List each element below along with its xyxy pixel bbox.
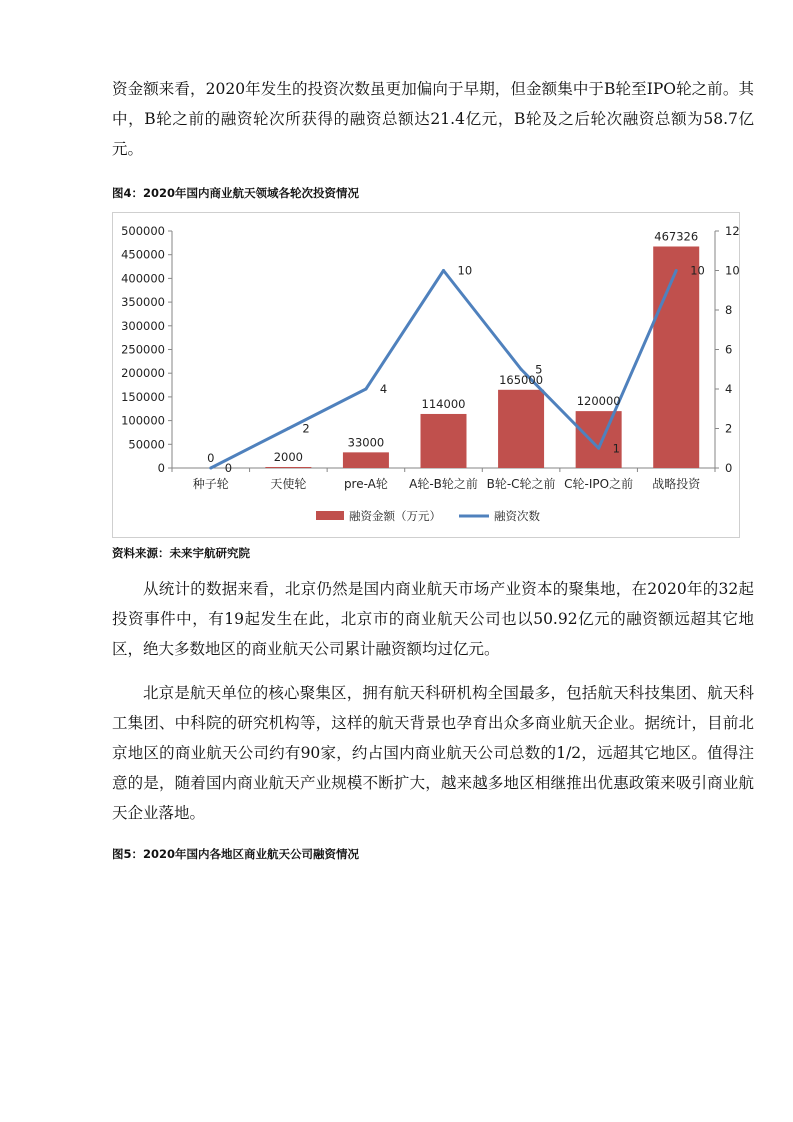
line-value-label: 10 xyxy=(690,263,705,278)
figure-4-chart xyxy=(112,212,740,538)
line-point xyxy=(364,388,367,391)
y-left-tick-label: 350000 xyxy=(121,295,165,310)
bar-value-label: 33000 xyxy=(347,435,385,450)
line-point xyxy=(209,467,212,470)
y-left-tick-label: 0 xyxy=(157,461,165,475)
bar xyxy=(576,411,622,468)
bar xyxy=(498,390,544,468)
legend-label-line: 融资次数 xyxy=(494,509,540,523)
x-tick-label: 天使轮 xyxy=(270,477,307,491)
bar-value-label: 114000 xyxy=(421,396,466,411)
y-left-tick-label: 500000 xyxy=(121,224,165,238)
figure-4-caption: 图4：2020年国内商业航天领域各轮次投资情况 xyxy=(112,186,360,200)
y-left-tick-label: 200000 xyxy=(121,366,165,381)
line-point xyxy=(442,269,445,272)
y-left-tick-label: 300000 xyxy=(121,318,165,333)
bar-value-label: 165000 xyxy=(499,372,544,387)
line-value-label: 4 xyxy=(379,382,388,396)
line-point xyxy=(520,368,523,371)
bar xyxy=(421,414,467,468)
line-point xyxy=(597,447,600,450)
bar-value-label: 0 xyxy=(207,451,215,465)
y-left-tick-label: 400000 xyxy=(121,271,165,286)
line-point xyxy=(287,427,290,430)
y-left-tick-label: 450000 xyxy=(121,247,165,262)
y-right-tick-label: 12 xyxy=(725,224,739,238)
x-tick-label: 战略投资 xyxy=(652,477,701,491)
x-tick-label: C轮-IPO之前 xyxy=(564,477,634,491)
paragraph-3: 北京是航天单位的核心聚集区，拥有航天科研机构全国最多，包括航天科技集团、航天科工集团、中科院的研究机构等，这样的航天背景也孕育出众多商业航天企业。据统计，目前北京地区的商业航天公司约有90家，约占国内商业航天公司总数的1/2，远超其它地区。值得注意的是，随着国内商业航天产业规模不断扩大，越来越多地区相继推出优惠政策来吸引商业航天企业落地。 xyxy=(112,684,754,822)
x-tick-label: A轮-B轮之前 xyxy=(409,477,478,491)
bar-value-label: 120000 xyxy=(576,394,621,409)
y-left-tick-label: 100000 xyxy=(121,413,165,428)
x-tick-label: pre-A轮 xyxy=(343,477,388,491)
line-value-label: 10 xyxy=(457,263,473,278)
line-value-label: 0 xyxy=(224,461,233,475)
bar xyxy=(653,246,699,468)
y-right-tick-label: 0 xyxy=(725,461,733,475)
figure-5-caption: 图5：2020年国内各地区商业航天公司融资情况 xyxy=(112,847,360,861)
y-right-tick-label: 2 xyxy=(725,421,733,436)
bar xyxy=(265,467,311,468)
y-right-tick-label: 4 xyxy=(725,382,733,396)
line-point xyxy=(675,269,678,272)
y-left-tick-label: 50000 xyxy=(128,437,165,452)
y-right-tick-label: 8 xyxy=(725,303,733,317)
line-value-label: 1 xyxy=(612,441,620,456)
y-left-tick-label: 250000 xyxy=(121,342,165,357)
figure-4-source: 资料来源：未来宇航研究院 xyxy=(112,546,250,560)
legend-swatch-bar xyxy=(316,511,344,520)
x-tick-label: 种子轮 xyxy=(192,477,229,491)
line-value-label: 5 xyxy=(535,362,543,377)
y-right-tick-label: 10 xyxy=(725,263,739,278)
chart-svg xyxy=(113,213,739,537)
bar-value-label: 2000 xyxy=(273,450,303,464)
x-tick-label: B轮-C轮之前 xyxy=(486,477,556,491)
y-left-tick-label: 150000 xyxy=(121,389,165,404)
legend-label-bar: 融资金额（万元） xyxy=(349,509,441,523)
paragraph-1: 资金额来看，2020年发生的投资次数虽更加偏向于早期，但金额集中于B轮至IPO轮之前。其中，B轮之前的融资轮次所获得的融资总额达21.4亿元，B轮及之后轮次融资总额为58.7亿元。 xyxy=(112,80,754,158)
bar-value-label: 467326 xyxy=(654,229,699,244)
bar xyxy=(343,452,389,468)
y-right-tick-label: 6 xyxy=(725,342,733,357)
paragraph-2: 从统计的数据来看，北京仍然是国内商业航天市场产业资本的聚集地，在2020年的32起投资事件中，有19起发生在此，北京市的商业航天公司也以50.92亿元的融资额远超其它地区，绝大多数地区的商业航天公司累计融资额均过亿元。 xyxy=(112,580,754,658)
line-value-label: 2 xyxy=(302,421,310,436)
